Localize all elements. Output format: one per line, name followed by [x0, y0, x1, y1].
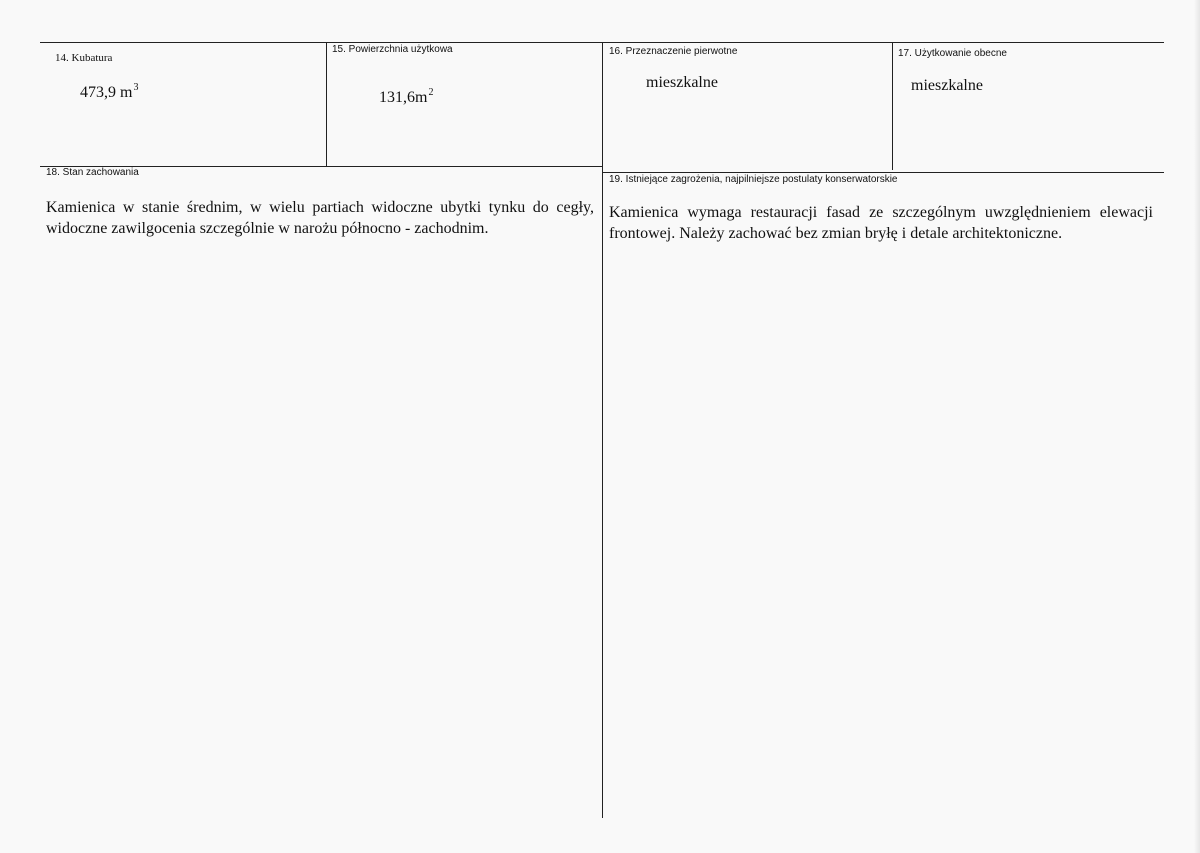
powierzchnia-label: 15. Powierzchnia użytkowa: [332, 44, 453, 55]
divider-kubatura-powierzchnia: [326, 42, 327, 166]
zagrozenia-text: Kamienica wymaga restauracji fasad ze szczególnym uwzględnieniem elewacji frontowej. Należy zachować bez zmian bryłę i detale architektoniczne.: [609, 204, 1153, 242]
kubatura-exponent: 3: [133, 82, 139, 93]
row-divider-right: [602, 172, 1164, 173]
divider-przeznaczenie-uzytkowanie: [892, 42, 893, 170]
divider-center: [602, 42, 603, 818]
uzytkowanie-value: mieszkalne: [911, 77, 983, 94]
scan-edge-shadow: [1194, 0, 1200, 853]
powierzchnia-number: 131,6m: [379, 89, 428, 106]
stan-text: Kamienica w stanie średnim, w wielu partiach widoczne ubytki tynku do cegły, widoczne zawilgocenia szczególnie w narożu północno - zachodnim.: [46, 199, 594, 237]
przeznaczenie-value: mieszkalne: [646, 74, 718, 91]
przeznaczenie-label: 16. Przeznaczenie pierwotne: [609, 46, 738, 57]
stan-label: 18. Stan zachowania: [46, 167, 139, 178]
zagrozenia-label: 19. Istniejące zagrożenia, najpilniejsze postulaty konserwatorskie: [609, 174, 898, 185]
kubatura-number: 473,9 m: [80, 84, 133, 101]
kubatura-label: 14. Kubatura: [55, 52, 113, 64]
powierzchnia-exponent: 2: [428, 87, 434, 98]
uzytkowanie-label: 17. Użytkowanie obecne: [898, 48, 1007, 59]
kubatura-value: [80, 84, 138, 102]
powierzchnia-value: [379, 89, 433, 107]
